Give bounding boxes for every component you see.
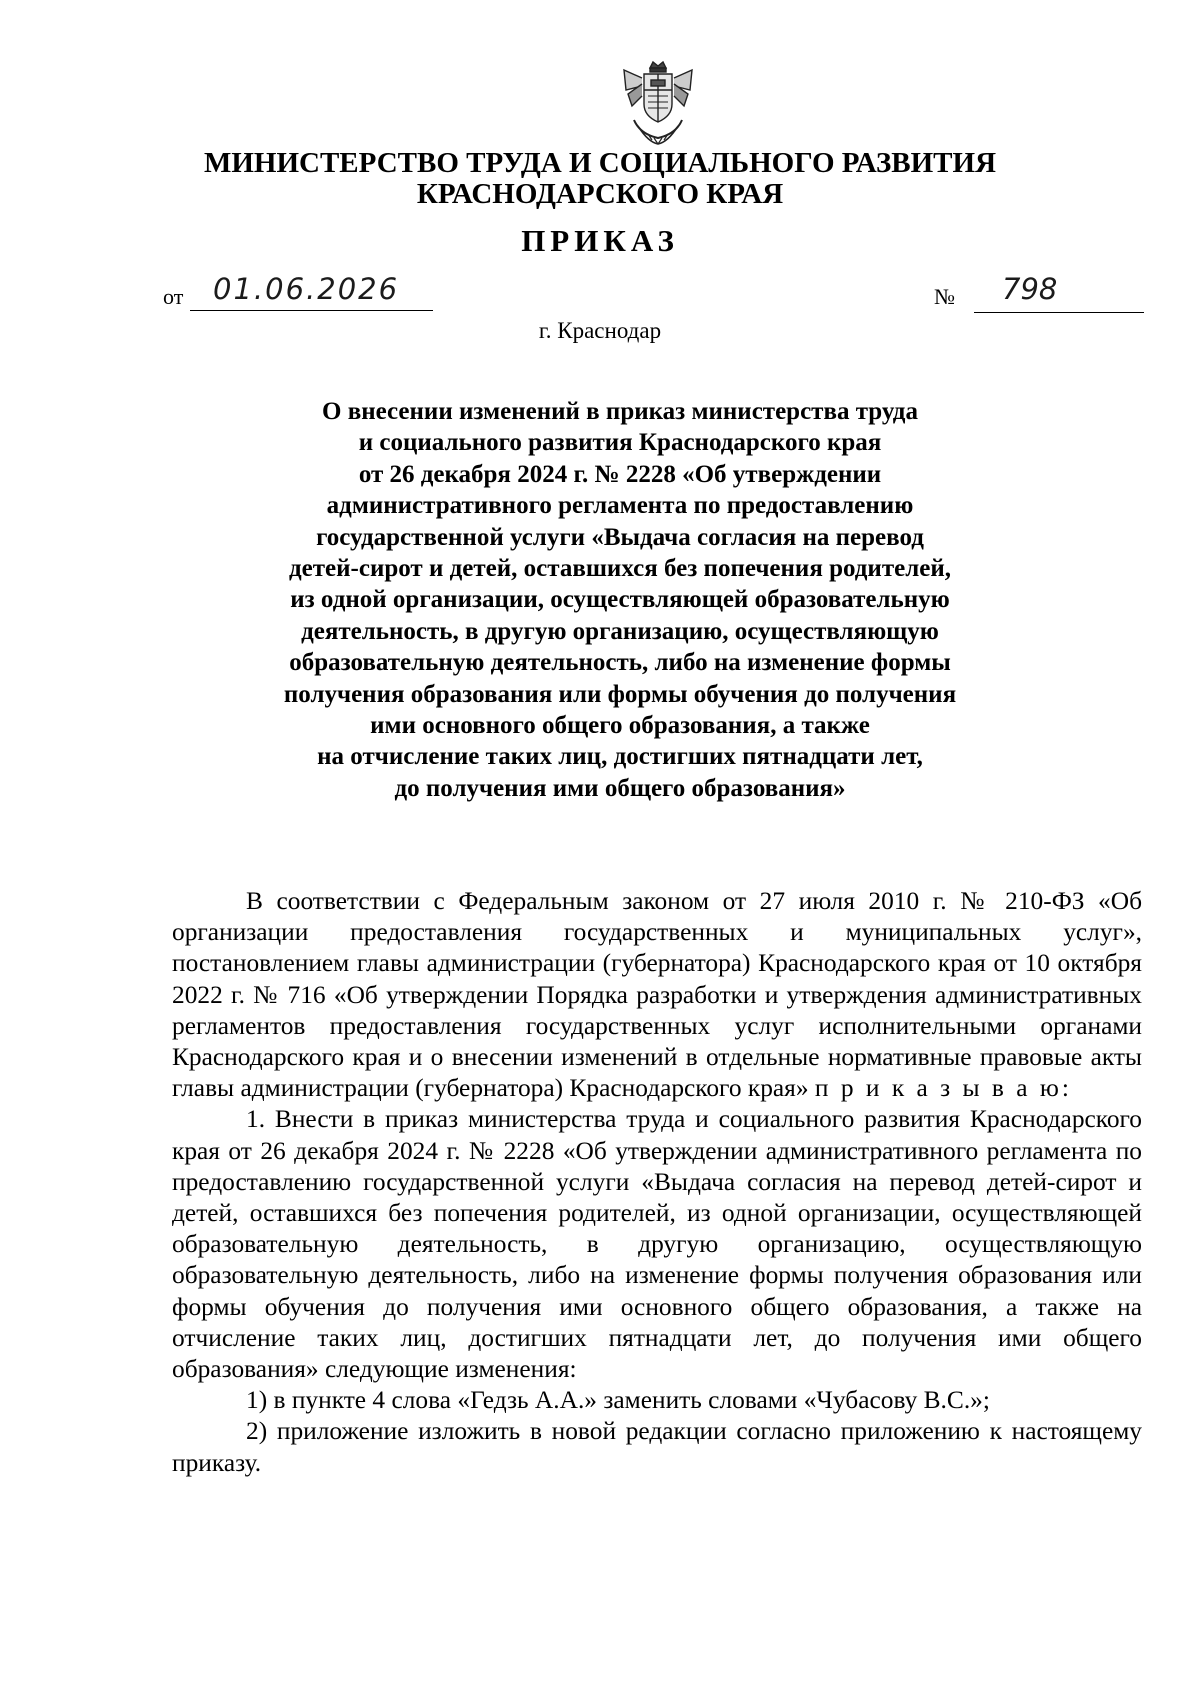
subject-line: административного регламента по предоставлению	[326, 492, 914, 520]
number-prefix: №	[934, 284, 955, 309]
item-1-2-paragraph: 2) приложение изложить в новой редакции согласно приложению к настоящему приказу.	[172, 1417, 1142, 1477]
date-prefix: от	[163, 284, 184, 309]
subject-line: О внесении изменений в приказ министерства труда	[322, 398, 918, 425]
item-1-paragraph: 1. Внести в приказ министерства труда и социального развития Краснодарского края от 26 декабря 2024 г. № 2228 «Об утверждении административного регламента по предоставлению государственной услуги «Выдача согласия на перевод детей-сирот и детей, оставшихся без попечения родителей, из одной организации, осуществляющей образовательную деятельность, в другую организацию, осуществляющую образовательную деятельность, либо на изменение формы получения образования или формы обучения до получения ими основного общего образования, а также на отчисление таких лиц, достигших пятнадцати лет, до получения ими общего образования» следующие изменения:	[172, 1105, 1142, 1384]
subject-line: деятельность, в другую организацию, осуществляющую	[301, 617, 939, 645]
number-underline	[974, 312, 1144, 313]
order-title: ПРИКАЗ	[521, 223, 679, 258]
order-number-field	[934, 272, 1144, 312]
city: г. Краснодар	[538, 318, 662, 343]
subject-line: ими основного общего образования, а также	[370, 712, 870, 740]
preamble-paragraph	[172, 886, 1142, 1104]
preamble-text: В соответствии с Федеральным законом от 27 июля 2010 г. № 210-ФЗ «Об организации предоставления государственных и муниципальных услуг», постановлением главы администрации (губернатора) Краснодарского края от 10 октября 2022 г. № 716 «Об утверждении Порядка разработки и утверждения административных регламентов предоставления государственных услуг исполнительными органами Краснодарского края и о внесении изменений в отдельные нормативные правовые акты главы администрации (губернатора) Краснодарского края»	[172, 887, 1142, 1103]
order-date-field	[163, 272, 433, 312]
item-1-1-paragraph: 1) в пункте 4 слова «Гедзь А.А.» заменить словами «Чубасову В.С.»;	[246, 1386, 990, 1415]
subject-line: государственной услуги «Выдача согласия на перевод	[316, 523, 924, 551]
order-body	[172, 886, 1142, 1479]
subject-line: и социального развития Краснодарского края	[358, 429, 882, 457]
subject-line: образовательную деятельность, либо на изменение формы	[289, 649, 951, 677]
number-value-handwritten: 798	[1002, 272, 1058, 306]
order-subject	[230, 396, 1010, 804]
subject-line: получения образования или формы обучения до получения	[283, 680, 957, 708]
subject-line: до получения ими общего образования»	[394, 774, 846, 802]
date-underline	[190, 310, 433, 311]
date-value-handwritten: 01.06.2026	[213, 272, 400, 306]
ministry-name	[0, 148, 1200, 210]
subject-line: детей-сирот и детей, оставшихся без попечения родителей,	[289, 555, 951, 583]
order-verb: п р и к а з ы в а ю:	[814, 1074, 1072, 1103]
subject-line: из одной организации, осуществляющей образовательную	[290, 586, 950, 614]
ministry-name-line2: КРАСНОДАРСКОГО КРАЯ	[416, 178, 784, 210]
subject-line: от 26 декабря 2024 г. № 2228 «Об утверждении	[358, 460, 882, 488]
coat-of-arms-emblem	[620, 60, 696, 148]
subject-line: на отчисление таких лиц, достигших пятнадцати лет,	[317, 743, 923, 771]
ministry-name-line1: МИНИСТЕРСТВО ТРУДА И СОЦИАЛЬНОГО РАЗВИТИЯ	[203, 147, 997, 179]
